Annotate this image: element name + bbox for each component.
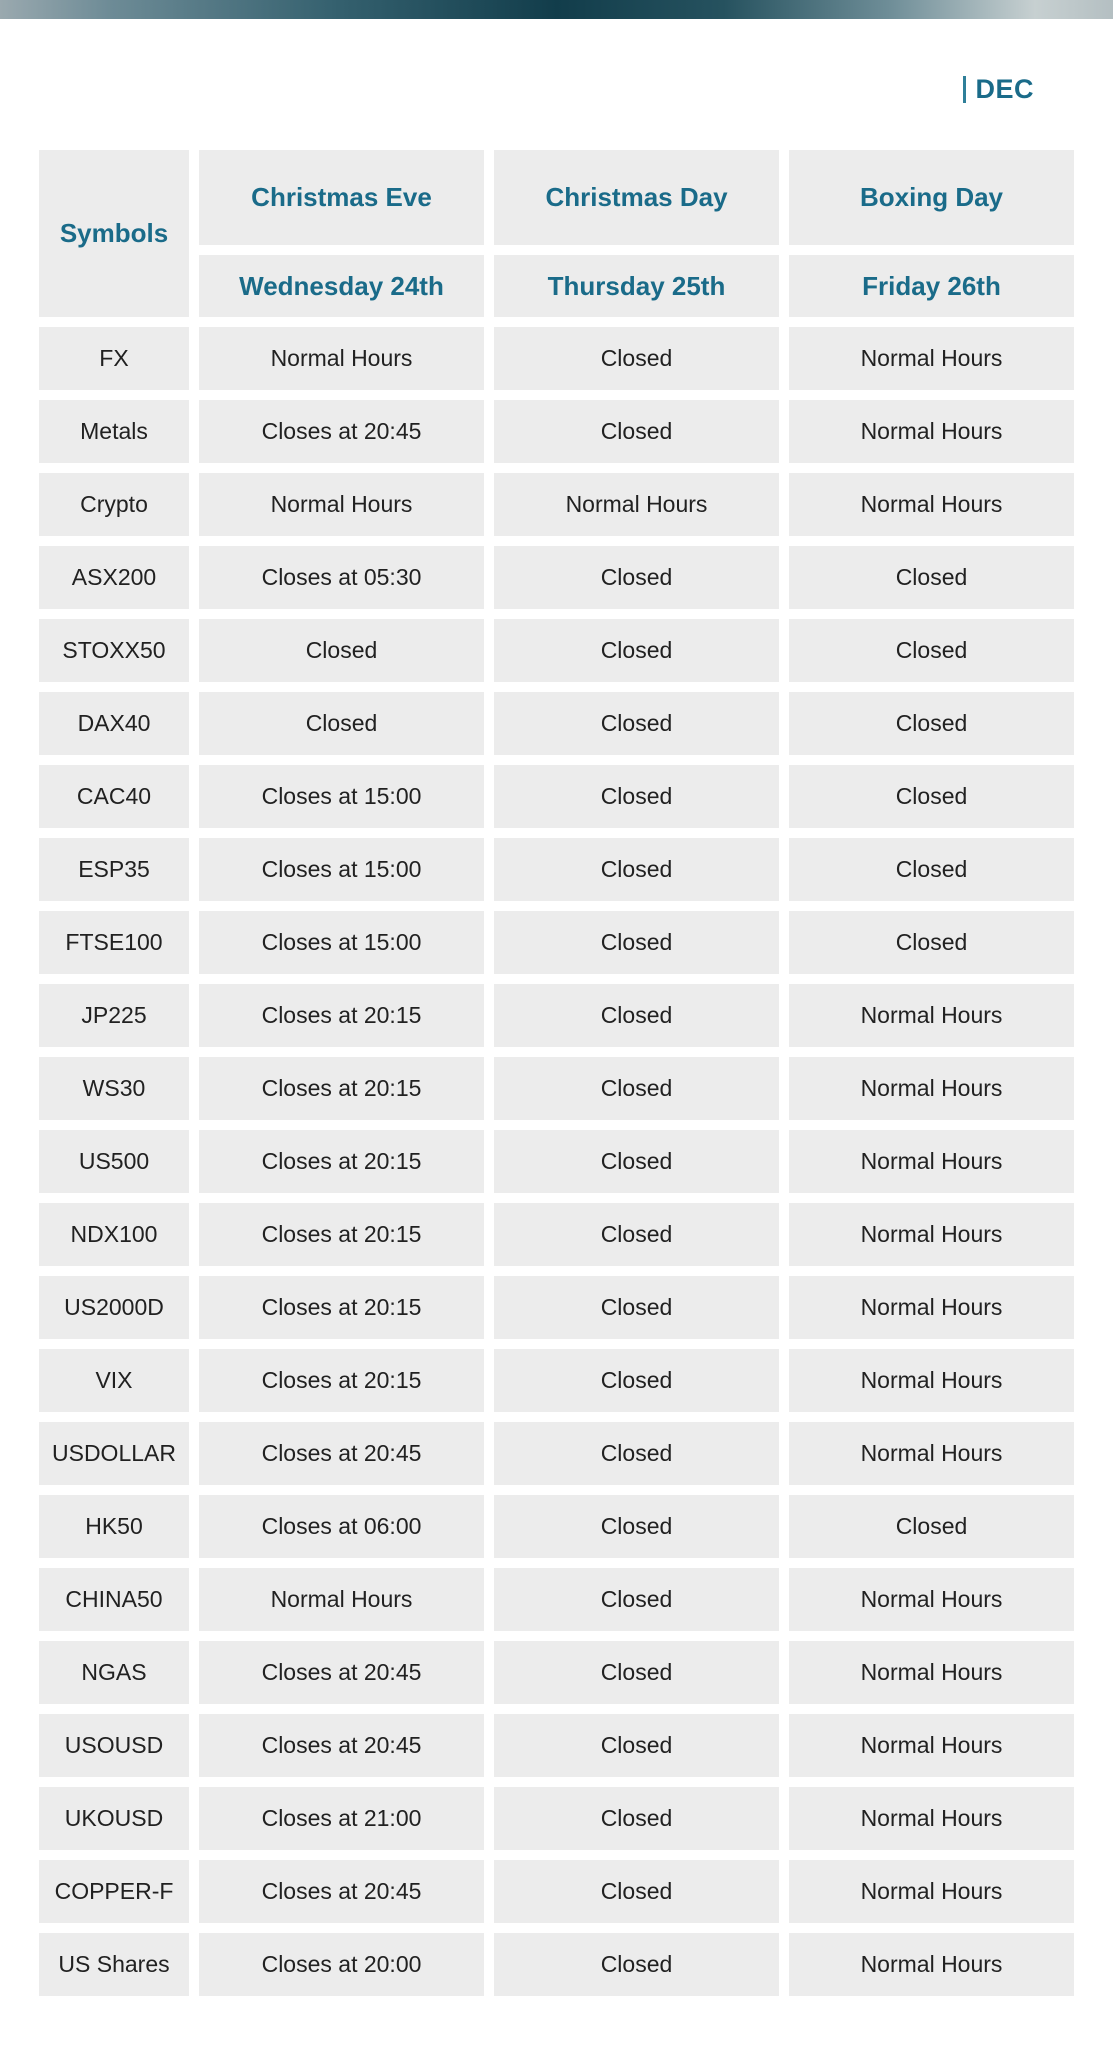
value-cell: Closes at 05:30 xyxy=(199,546,484,609)
value-cell: Closed xyxy=(494,1495,779,1558)
value-cell: Closes at 20:15 xyxy=(199,1203,484,1266)
value-cell: Normal Hours xyxy=(789,1130,1074,1193)
value-cell: Closed xyxy=(494,1641,779,1704)
value-cell: Closes at 20:15 xyxy=(199,1276,484,1339)
symbols-column-header: Symbols xyxy=(39,150,189,317)
date-header-wednesday-24th: Wednesday 24th xyxy=(199,255,484,317)
value-cell: Closes at 20:45 xyxy=(199,1641,484,1704)
value-cell: Closed xyxy=(494,1568,779,1631)
value-cell: Closes at 20:45 xyxy=(199,400,484,463)
value-cell: Normal Hours xyxy=(789,1787,1074,1850)
value-cell: Normal Hours xyxy=(789,1349,1074,1412)
symbol-cell: CAC40 xyxy=(39,765,189,828)
value-cell: Closed xyxy=(494,327,779,390)
symbol-cell: NGAS xyxy=(39,1641,189,1704)
symbol-cell: NDX100 xyxy=(39,1203,189,1266)
value-cell: Closed xyxy=(494,1203,779,1266)
value-cell: Closes at 20:45 xyxy=(199,1422,484,1485)
holiday-hours-table xyxy=(39,150,1074,1996)
value-cell: Closed xyxy=(494,692,779,755)
value-cell: Closes at 20:45 xyxy=(199,1714,484,1777)
symbol-cell: USOUSD xyxy=(39,1714,189,1777)
value-cell: Closes at 20:15 xyxy=(199,1057,484,1120)
value-cell: Closed xyxy=(494,1276,779,1339)
value-cell: Normal Hours xyxy=(199,473,484,536)
value-cell: Closes at 15:00 xyxy=(199,911,484,974)
symbol-cell: US2000D xyxy=(39,1276,189,1339)
value-cell: Normal Hours xyxy=(789,1714,1074,1777)
symbol-cell: WS30 xyxy=(39,1057,189,1120)
value-cell: Closed xyxy=(789,546,1074,609)
value-cell: Closed xyxy=(789,838,1074,901)
symbol-cell: FTSE100 xyxy=(39,911,189,974)
value-cell: Closed xyxy=(494,546,779,609)
value-cell: Normal Hours xyxy=(789,1933,1074,1996)
value-cell: Closed xyxy=(494,765,779,828)
symbol-cell: CHINA50 xyxy=(39,1568,189,1631)
value-cell: Normal Hours xyxy=(199,327,484,390)
value-cell: Closed xyxy=(494,1349,779,1412)
value-cell: Normal Hours xyxy=(789,400,1074,463)
symbol-cell: USDOLLAR xyxy=(39,1422,189,1485)
value-cell: Closed xyxy=(494,1422,779,1485)
top-gradient-bar xyxy=(0,0,1113,19)
holiday-header-christmas-day: Christmas Day xyxy=(494,150,779,245)
value-cell: Normal Hours xyxy=(494,473,779,536)
value-cell: Closed xyxy=(199,619,484,682)
value-cell: Closed xyxy=(199,692,484,755)
value-cell: Closes at 20:15 xyxy=(199,984,484,1047)
value-cell: Normal Hours xyxy=(789,1422,1074,1485)
value-cell: Normal Hours xyxy=(789,984,1074,1047)
holiday-header-christmas-eve: Christmas Eve xyxy=(199,150,484,245)
value-cell: Closed xyxy=(494,619,779,682)
value-cell: Closed xyxy=(494,400,779,463)
symbol-cell: ASX200 xyxy=(39,546,189,609)
value-cell: Normal Hours xyxy=(789,1057,1074,1120)
symbol-cell: JP225 xyxy=(39,984,189,1047)
date-header-friday-26th: Friday 26th xyxy=(789,255,1074,317)
symbol-cell: HK50 xyxy=(39,1495,189,1558)
value-cell: Closes at 15:00 xyxy=(199,765,484,828)
symbol-cell: FX xyxy=(39,327,189,390)
month-divider-bar xyxy=(963,76,966,103)
symbol-cell: ESP35 xyxy=(39,838,189,901)
value-cell: Closes at 20:00 xyxy=(199,1933,484,1996)
value-cell: Normal Hours xyxy=(789,1276,1074,1339)
month-label: DEC xyxy=(975,74,1034,104)
symbol-cell: US500 xyxy=(39,1130,189,1193)
value-cell: Normal Hours xyxy=(789,1568,1074,1631)
value-cell: Closed xyxy=(789,619,1074,682)
value-cell: Closed xyxy=(789,1495,1074,1558)
value-cell: Closed xyxy=(494,984,779,1047)
value-cell: Normal Hours xyxy=(789,1641,1074,1704)
symbol-cell: UKOUSD xyxy=(39,1787,189,1850)
symbol-cell: Metals xyxy=(39,400,189,463)
value-cell: Closed xyxy=(494,1130,779,1193)
value-cell: Closes at 06:00 xyxy=(199,1495,484,1558)
symbol-cell: STOXX50 xyxy=(39,619,189,682)
symbol-cell: COPPER-F xyxy=(39,1860,189,1923)
value-cell: Closes at 20:15 xyxy=(199,1349,484,1412)
value-cell: Closes at 20:45 xyxy=(199,1860,484,1923)
value-cell: Normal Hours xyxy=(789,473,1074,536)
value-cell: Normal Hours xyxy=(789,327,1074,390)
value-cell: Closed xyxy=(494,1714,779,1777)
month-header xyxy=(39,73,1074,106)
symbol-cell: US Shares xyxy=(39,1933,189,1996)
date-header-thursday-25th: Thursday 25th xyxy=(494,255,779,317)
value-cell: Normal Hours xyxy=(789,1860,1074,1923)
value-cell: Closed xyxy=(494,1787,779,1850)
holiday-header-boxing-day: Boxing Day xyxy=(789,150,1074,245)
value-cell: Closed xyxy=(789,692,1074,755)
value-cell: Closed xyxy=(494,838,779,901)
symbol-cell: Crypto xyxy=(39,473,189,536)
symbol-cell: DAX40 xyxy=(39,692,189,755)
symbol-cell: VIX xyxy=(39,1349,189,1412)
value-cell: Normal Hours xyxy=(199,1568,484,1631)
value-cell: Closes at 21:00 xyxy=(199,1787,484,1850)
value-cell: Closed xyxy=(494,911,779,974)
value-cell: Closed xyxy=(494,1933,779,1996)
value-cell: Closed xyxy=(789,765,1074,828)
value-cell: Closed xyxy=(789,911,1074,974)
value-cell: Normal Hours xyxy=(789,1203,1074,1266)
value-cell: Closed xyxy=(494,1860,779,1923)
value-cell: Closed xyxy=(494,1057,779,1120)
value-cell: Closes at 20:15 xyxy=(199,1130,484,1193)
value-cell: Closes at 15:00 xyxy=(199,838,484,901)
page-content xyxy=(39,73,1074,1996)
